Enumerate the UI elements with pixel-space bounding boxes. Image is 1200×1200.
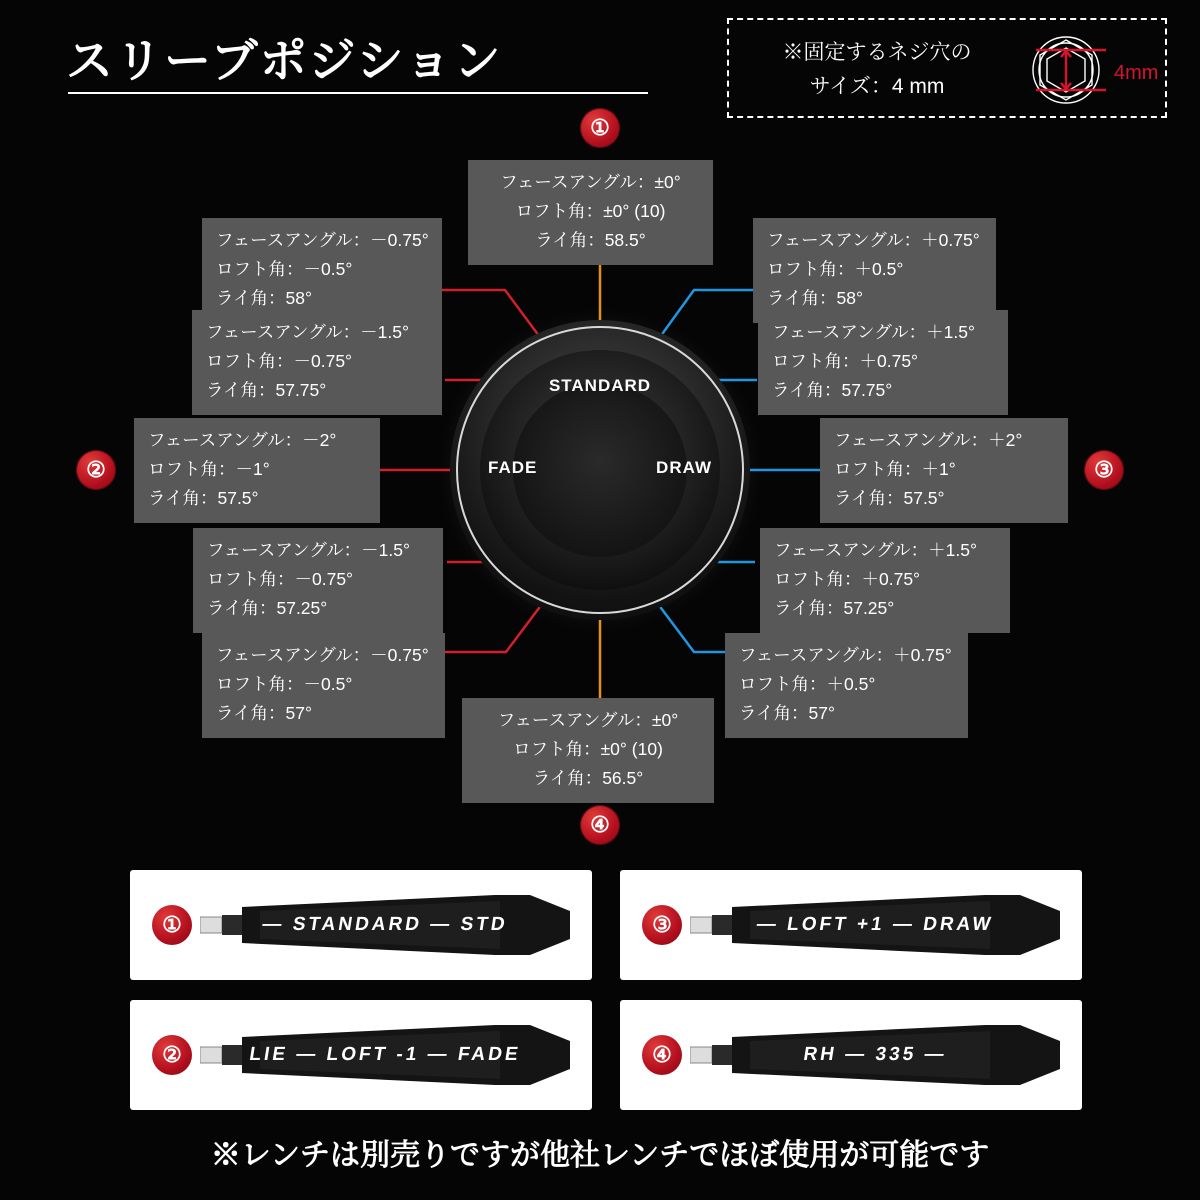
callout-line: フェースアングル：＋1.5° [774,540,977,560]
callout-line: ロフト角：－0.5° [216,674,353,694]
sleeve-panel-3 [620,870,1082,980]
callout-line: フェースアングル：＋1.5° [772,322,975,342]
sleeve-dial [450,320,750,620]
callout-line: ロフト角：－1° [148,459,270,479]
callout-line: ライ角：57.5° [834,488,945,508]
callout-line: フェースアングル：±0° [500,172,681,192]
callout-line: フェースアングル：＋0.75° [767,230,980,250]
sleeve-label-1: — STANDARD — STD [260,914,510,935]
dial-label-draw: DRAW [656,458,712,477]
callout-lower-right-1 [760,528,1010,633]
callout-bottom-center [462,698,714,803]
callout-line: フェースアングル：＋2° [834,430,1023,450]
callout-line: ライ角：58.5° [535,230,646,250]
screw-size-note-line1: ※固定するネジ穴の [782,41,972,64]
dial-label-fade: FADE [488,458,538,477]
callout-line: ロフト角：±0° (10) [515,201,666,221]
panel-badge-4: ④ [642,1035,682,1075]
callout-line: ライ角：57.25° [207,598,328,618]
callout-line: フェースアングル：－1.5° [206,322,409,342]
panel-badge-2: ② [152,1035,192,1075]
sleeve-graphic-2 [200,1019,570,1091]
callout-line: ロフト角：－0.5° [216,259,353,279]
sleeve-graphic-1 [200,889,570,961]
screw-size-note-text [747,36,1007,104]
callout-line: フェースアングル：±0° [497,710,679,730]
callout-line: ライ角：56.5° [532,768,644,788]
callout-lower-right-2 [725,633,968,738]
callout-upper-right-1 [753,218,996,323]
callout-line: ライ角：57° [216,703,312,723]
screw-hole-size-icon [1014,28,1119,112]
callout-line: ライ角：57.75° [772,380,893,400]
badge-position-1: ① [580,108,620,148]
callout-upper-left-2 [192,310,442,415]
sleeve-label-3: — LOFT +1 — DRAW [755,914,995,935]
callout-line: ロフト角：＋0.75° [774,569,921,589]
callout-upper-right-2 [758,310,1008,415]
callout-upper-left-1 [202,218,442,323]
panel-badge-1: ① [152,905,192,945]
title-divider [68,92,648,94]
callout-line: ロフト角：＋0.75° [772,351,919,371]
callout-top-center [468,160,713,265]
callout-line: ロフト角：＋0.5° [767,259,904,279]
screw-size-note [727,18,1167,118]
callout-line: ライ角：58° [216,288,312,308]
callout-line: ライ角：57.25° [774,598,895,618]
callout-line: ライ角：57.75° [206,380,327,400]
callout-line: フェースアングル：＋0.75° [739,645,952,665]
callout-lower-left-1 [193,528,443,633]
callout-line: フェースアングル：－0.75° [216,645,429,665]
callout-line: ロフト角：＋0.5° [739,674,876,694]
callout-line: フェースアングル：－1.5° [207,540,410,560]
sleeve-graphic-3 [690,889,1060,961]
panel-badge-3: ③ [642,905,682,945]
callout-line: ロフト角：＋1° [834,459,956,479]
callout-mid-left [134,418,380,523]
callout-line: ライ角：57° [739,703,835,723]
callout-line: ライ角：58° [767,288,863,308]
sleeve-panel-1 [130,870,592,980]
callout-lower-left-2 [202,633,445,738]
badge-position-2: ② [76,450,116,490]
callout-line: フェースアングル：－2° [148,430,337,450]
sleeve-panel-4 [620,1000,1082,1110]
dial-label-standard: STANDARD [548,376,652,395]
sleeve-graphic-4 [690,1019,1060,1091]
sleeve-label-4: RH — 335 — [801,1044,949,1065]
callout-line: ロフト角：－0.75° [206,351,353,371]
callout-line: ロフト角：－0.75° [207,569,354,589]
callout-line: ロフト角：±0° (10) [513,739,663,759]
page-title: スリーブポジション [66,34,503,87]
screw-size-tag: 4mm [1114,62,1159,84]
callout-mid-right [820,418,1068,523]
sleeve-label-2: LIE — LOFT -1 — FADE [247,1044,523,1065]
badge-position-3: ③ [1084,450,1124,490]
badge-position-4: ④ [580,805,620,845]
footer-note: ※レンチは別売りですが他社レンチでほぼ使用が可能です [210,1139,990,1172]
sleeve-panel-2 [130,1000,592,1110]
callout-line: ライ角：57.5° [148,488,259,508]
screw-size-note-line2: サイズ：4 mm [809,75,945,98]
callout-line: フェースアングル：－0.75° [216,230,429,250]
